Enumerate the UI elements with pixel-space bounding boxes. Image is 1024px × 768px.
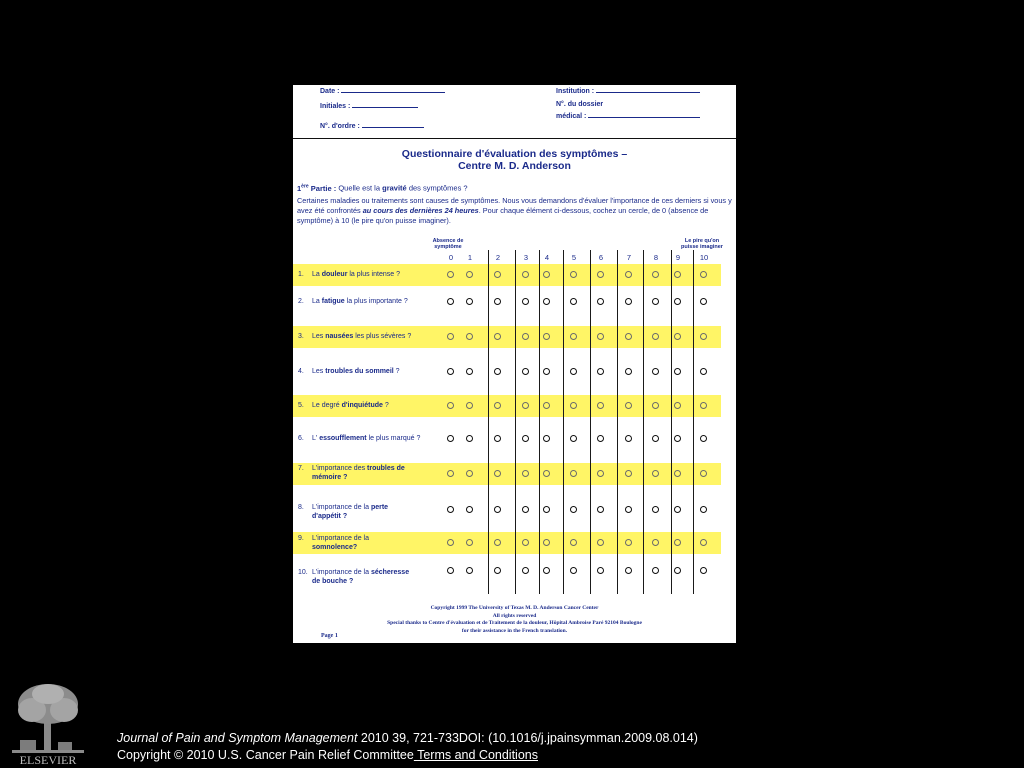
symptom-number: 9. <box>298 535 304 542</box>
rating-circle[interactable] <box>466 435 473 442</box>
rating-circle[interactable] <box>447 435 454 442</box>
symptom-text-post: la plus intense ? <box>349 271 400 278</box>
scale-number: 4 <box>544 253 550 262</box>
logo-text: ELSEVIER <box>19 753 77 766</box>
rating-circle[interactable] <box>652 402 659 409</box>
symptom-number: 4. <box>298 368 304 375</box>
order-line <box>362 121 424 128</box>
rating-circle[interactable] <box>570 506 577 513</box>
symptom-label-line-2 <box>298 512 446 521</box>
symptom-text-pre: L'importance de la <box>312 535 369 542</box>
rating-circle[interactable] <box>494 298 501 305</box>
symptom-text-pre: L' <box>312 435 318 442</box>
rating-circle[interactable] <box>543 333 550 340</box>
column-divider <box>563 250 564 594</box>
symptom-number: 10. <box>298 569 308 576</box>
rating-circle[interactable] <box>570 567 577 574</box>
rating-circle[interactable] <box>543 402 550 409</box>
rating-circle[interactable] <box>652 271 659 278</box>
rating-circle[interactable] <box>625 402 632 409</box>
rating-circle[interactable] <box>597 368 604 375</box>
symptom-text-bold: d'inquiétude <box>341 402 383 409</box>
scale-number: 1 <box>467 253 473 262</box>
part-question-bold: gravité <box>382 183 407 193</box>
instructions-emphasis: au cours des dernières 24 heures <box>362 206 479 215</box>
symptom-text-bold: fatigue <box>321 298 345 305</box>
rating-circle[interactable] <box>597 298 604 305</box>
rating-circle[interactable] <box>652 298 659 305</box>
rating-circle[interactable] <box>543 539 550 546</box>
rating-circle[interactable] <box>674 298 681 305</box>
scale-number: 5 <box>571 253 577 262</box>
rating-circle[interactable] <box>543 368 550 375</box>
rating-circle[interactable] <box>447 333 454 340</box>
rating-circle[interactable] <box>570 271 577 278</box>
date-label: Date : <box>320 88 340 95</box>
rating-circle[interactable] <box>700 470 707 477</box>
symptom-label <box>298 503 446 521</box>
dossier-field-line1 <box>556 101 603 108</box>
scale-left-line-2: symptôme <box>434 244 462 250</box>
rating-circle[interactable] <box>700 271 707 278</box>
symptom-label <box>298 568 446 586</box>
rating-circle[interactable] <box>466 402 473 409</box>
symptom-text-post: ? <box>384 402 389 409</box>
rating-circle[interactable] <box>700 402 707 409</box>
rating-circle[interactable] <box>700 567 707 574</box>
rating-circle[interactable] <box>625 333 632 340</box>
symptom-label-line-1 <box>298 534 446 543</box>
symptom-text-pre: Le degré <box>312 402 340 409</box>
rating-circle[interactable] <box>522 435 529 442</box>
scale-left-label <box>427 238 469 250</box>
scale-number: 8 <box>653 253 659 262</box>
rating-circle[interactable] <box>700 506 707 513</box>
rating-circle[interactable] <box>625 506 632 513</box>
symptom-text-post: le plus marqué ? <box>368 435 421 442</box>
rating-circle[interactable] <box>597 333 604 340</box>
citation-block <box>117 730 698 764</box>
instructions-text-1: Certaines maladies ou traitements sont causes de symptômes. Nous vous demandons d'évaluer l'importance de ces derniers si vous y avez été confrontés <box>297 196 732 215</box>
symptom-number: 3. <box>298 333 304 340</box>
symptom-text-bold: perte <box>370 504 389 511</box>
column-divider <box>515 250 516 594</box>
institution-field <box>556 86 700 95</box>
citation-line-1 <box>117 730 698 747</box>
rating-circle[interactable] <box>494 470 501 477</box>
rating-circle[interactable] <box>447 298 454 305</box>
copyright-line-1: Copyright 1999 The University of Texas M. D. Anderson Cancer Center <box>430 605 599 611</box>
rating-circle[interactable] <box>570 333 577 340</box>
rating-circle[interactable] <box>597 271 604 278</box>
rating-circle[interactable] <box>674 506 681 513</box>
symptom-text-pre: L'importance de la <box>312 569 369 576</box>
order-label: N°. d'ordre : <box>320 123 360 130</box>
symptom-text-post: la plus importante ? <box>346 298 408 305</box>
symptom-label-line-2 <box>298 543 446 552</box>
rating-circle[interactable] <box>700 539 707 546</box>
rating-circle[interactable] <box>447 271 454 278</box>
rating-circle[interactable] <box>522 402 529 409</box>
symptom-text-line-2: mémoire ? <box>312 474 348 481</box>
form-copyright <box>293 605 736 635</box>
institution-label: Institution : <box>556 88 595 95</box>
rating-circle[interactable] <box>625 368 632 375</box>
rating-circle[interactable] <box>494 506 501 513</box>
scale-number: 10 <box>699 253 709 262</box>
part-question-end: des symptômes ? <box>408 183 468 193</box>
rating-circle[interactable] <box>674 368 681 375</box>
rating-circle[interactable] <box>447 506 454 513</box>
rating-circle[interactable] <box>597 506 604 513</box>
rating-circle[interactable] <box>700 333 707 340</box>
scale-number: 2 <box>495 253 501 262</box>
symptom-number: 1. <box>298 271 304 278</box>
symptom-label <box>298 434 446 443</box>
column-divider <box>590 250 591 594</box>
rating-circle[interactable] <box>494 539 501 546</box>
symptom-label-line-1 <box>298 270 446 279</box>
header-divider <box>293 138 736 139</box>
rating-circle[interactable] <box>625 435 632 442</box>
rating-circle[interactable] <box>674 402 681 409</box>
rating-circle[interactable] <box>522 567 529 574</box>
symptom-text-line-2: somnolence? <box>312 544 358 551</box>
rating-circle[interactable] <box>543 506 550 513</box>
symptom-label-line-1 <box>298 401 446 410</box>
questionnaire-document <box>293 85 736 643</box>
rating-circle[interactable] <box>522 506 529 513</box>
rating-circle[interactable] <box>625 539 632 546</box>
citation-copyright: Copyright © 2010 U.S. Cancer Pain Relief Committee <box>117 748 414 762</box>
symptom-label-line-1 <box>298 464 446 473</box>
rating-circle[interactable] <box>625 470 632 477</box>
symptom-text-pre: La <box>312 271 320 278</box>
rating-circle[interactable] <box>494 402 501 409</box>
rating-circle[interactable] <box>543 567 550 574</box>
rating-circle[interactable] <box>447 402 454 409</box>
symptom-text-bold: douleur <box>321 271 348 278</box>
rating-circle[interactable] <box>700 435 707 442</box>
rating-circle[interactable] <box>466 333 473 340</box>
rating-circle[interactable] <box>466 298 473 305</box>
symptom-text-line-2: de bouche ? <box>312 578 354 585</box>
scale-number: 3 <box>523 253 529 262</box>
rating-circle[interactable] <box>674 567 681 574</box>
rating-circle[interactable] <box>674 271 681 278</box>
rating-circle[interactable] <box>652 470 659 477</box>
symptom-label-line-1 <box>298 568 446 577</box>
symptom-text-pre: La <box>312 298 320 305</box>
symptom-number: 2. <box>298 298 304 305</box>
rating-circle[interactable] <box>570 298 577 305</box>
title-line-1: Questionnaire d'évaluation des symptômes – <box>401 148 628 160</box>
rating-circle[interactable] <box>466 539 473 546</box>
rating-circle[interactable] <box>674 470 681 477</box>
rating-circle[interactable] <box>652 539 659 546</box>
rating-circle[interactable] <box>494 271 501 278</box>
rating-circle[interactable] <box>674 333 681 340</box>
rating-circle[interactable] <box>447 368 454 375</box>
rating-circle[interactable] <box>652 333 659 340</box>
symptom-number: 8. <box>298 504 304 511</box>
scale-number: 9 <box>675 253 681 262</box>
initials-line <box>352 101 418 108</box>
rating-circle[interactable] <box>466 368 473 375</box>
rating-circle[interactable] <box>466 567 473 574</box>
column-divider <box>488 250 489 594</box>
symptom-label-line-1 <box>298 297 446 306</box>
dossier-label-2: médical : <box>556 113 587 120</box>
symptom-text-pre: Les <box>312 333 324 340</box>
column-divider <box>671 250 672 594</box>
part-number: 1 <box>297 183 302 193</box>
dossier-field-line2 <box>556 111 700 120</box>
symptom-label <box>298 367 446 376</box>
scale-right-line-2: puisse imaginer <box>681 244 723 250</box>
title-line-2: Centre M. D. Anderson <box>458 160 571 172</box>
institution-line <box>596 86 700 93</box>
symptom-text-post: ? <box>395 368 400 375</box>
rating-circle[interactable] <box>522 298 529 305</box>
symptom-number: 5. <box>298 402 304 409</box>
copyright-line-2: All rights reserved <box>492 612 537 619</box>
rating-circle[interactable] <box>447 539 454 546</box>
symptom-label <box>298 297 446 306</box>
symptom-text-bold: essoufflement <box>319 435 367 442</box>
rating-circle[interactable] <box>652 567 659 574</box>
symptom-label-line-1 <box>298 503 446 512</box>
scale-number: 0 <box>448 253 454 262</box>
symptom-label <box>298 332 446 341</box>
symptom-label <box>298 401 446 410</box>
dossier-label-1: N°. du dossier <box>556 101 604 108</box>
symptom-text-pre: L'importance des <box>312 465 366 472</box>
symptom-text-post: les plus sévères ? <box>355 333 412 340</box>
instructions-text-2: . Pour chaque élément ci-dessous, cochez un cercle, de 0 (absence de symptôme) à 10 (le pire qu'on puisse imaginer). <box>297 206 709 225</box>
rating-circle[interactable] <box>543 298 550 305</box>
column-divider <box>539 250 540 594</box>
rating-circle[interactable] <box>570 435 577 442</box>
symptom-text-bold: troubles du sommeil <box>325 368 394 375</box>
symptom-label <box>298 270 446 279</box>
elsevier-logo <box>10 682 86 766</box>
rating-circle[interactable] <box>625 298 632 305</box>
rating-circle[interactable] <box>597 567 604 574</box>
symptom-number: 6. <box>298 435 304 442</box>
copyright-line-4: for their assistance in the French translation. <box>461 627 568 634</box>
rating-circle[interactable] <box>597 539 604 546</box>
scale-number: 6 <box>598 253 604 262</box>
scale-right-label <box>677 238 727 250</box>
symptom-text-bold: sécheresse <box>370 569 410 576</box>
symptom-text-bold: troubles de <box>367 465 405 472</box>
symptom-label-line-2 <box>298 473 446 482</box>
initials-label: Initiales : <box>320 103 351 110</box>
rating-circle[interactable] <box>522 539 529 546</box>
rating-circle[interactable] <box>543 271 550 278</box>
page-number: Page 1 <box>321 633 338 639</box>
initials-field <box>320 101 418 110</box>
rating-circle[interactable] <box>674 539 681 546</box>
column-divider <box>617 250 618 594</box>
rating-circle[interactable] <box>466 470 473 477</box>
rating-circle[interactable] <box>570 539 577 546</box>
rating-circle[interactable] <box>625 567 632 574</box>
rating-circle[interactable] <box>543 470 550 477</box>
rating-circle[interactable] <box>522 470 529 477</box>
date-field <box>320 86 445 95</box>
dossier-line <box>588 111 700 118</box>
rating-circle[interactable] <box>652 368 659 375</box>
citation-line-2 <box>117 747 698 764</box>
rating-circle[interactable] <box>494 333 501 340</box>
date-line <box>341 86 445 93</box>
symptom-label <box>298 464 446 482</box>
rating-circle[interactable] <box>597 435 604 442</box>
scale-left-line-1: Absence de <box>432 238 464 244</box>
symptom-text-pre: L'importance de la <box>312 504 369 511</box>
rating-circle[interactable] <box>700 298 707 305</box>
order-field <box>320 121 424 130</box>
part-heading <box>297 183 468 193</box>
rating-circle[interactable] <box>447 567 454 574</box>
part-question-start: Quelle est la <box>338 183 381 193</box>
rating-circle[interactable] <box>570 368 577 375</box>
part-sup: ère <box>301 183 309 189</box>
elsevier-tree-icon <box>10 682 86 766</box>
symptom-label <box>298 534 446 552</box>
symptom-text-bold: nausées <box>325 333 354 340</box>
rating-circle[interactable] <box>597 470 604 477</box>
symptom-number: 7. <box>298 465 304 472</box>
rating-circle[interactable] <box>625 271 632 278</box>
rating-circle[interactable] <box>700 368 707 375</box>
rating-circle[interactable] <box>597 402 604 409</box>
instructions-paragraph <box>297 196 735 226</box>
part-label: Partie : <box>310 183 337 193</box>
column-divider <box>643 250 644 594</box>
copyright-line-3: Special thanks to Centre d'évaluation et de Traitement de la douleur, Hôpital Ambroise Paré 92104 Boulogne <box>387 620 642 626</box>
rating-circle[interactable] <box>522 333 529 340</box>
rating-circle[interactable] <box>652 435 659 442</box>
rating-circle[interactable] <box>494 368 501 375</box>
scale-number: 7 <box>626 253 632 262</box>
symptom-text-line-2: d'appétit ? <box>312 513 348 520</box>
rating-circle[interactable] <box>466 506 473 513</box>
rating-circle[interactable] <box>674 435 681 442</box>
rating-circle[interactable] <box>570 402 577 409</box>
questionnaire-title <box>293 148 736 172</box>
symptom-label-line-1 <box>298 332 446 341</box>
terms-and-conditions-link[interactable]: Terms and Conditions <box>413 748 538 762</box>
rating-circle[interactable] <box>494 435 501 442</box>
scale-right-line-1: Le pire qu'on <box>684 238 720 244</box>
rating-circle[interactable] <box>652 506 659 513</box>
rating-circle[interactable] <box>543 435 550 442</box>
citation-details: 2010 39, 721-733DOI: (10.1016/j.jpainsymman.2009.08.014) <box>357 731 698 745</box>
symptom-text-pre: Les <box>312 368 324 375</box>
symptom-label-line-1 <box>298 367 446 376</box>
rating-circle[interactable] <box>494 567 501 574</box>
rating-circle[interactable] <box>570 470 577 477</box>
rating-circle[interactable] <box>522 271 529 278</box>
journal-name: Journal of Pain and Symptom Management <box>117 731 358 745</box>
symptom-label-line-1 <box>298 434 446 443</box>
column-divider <box>693 250 694 594</box>
symptom-label-line-2 <box>298 577 446 586</box>
rating-circle[interactable] <box>447 470 454 477</box>
rating-circle[interactable] <box>466 271 473 278</box>
rating-circle[interactable] <box>522 368 529 375</box>
